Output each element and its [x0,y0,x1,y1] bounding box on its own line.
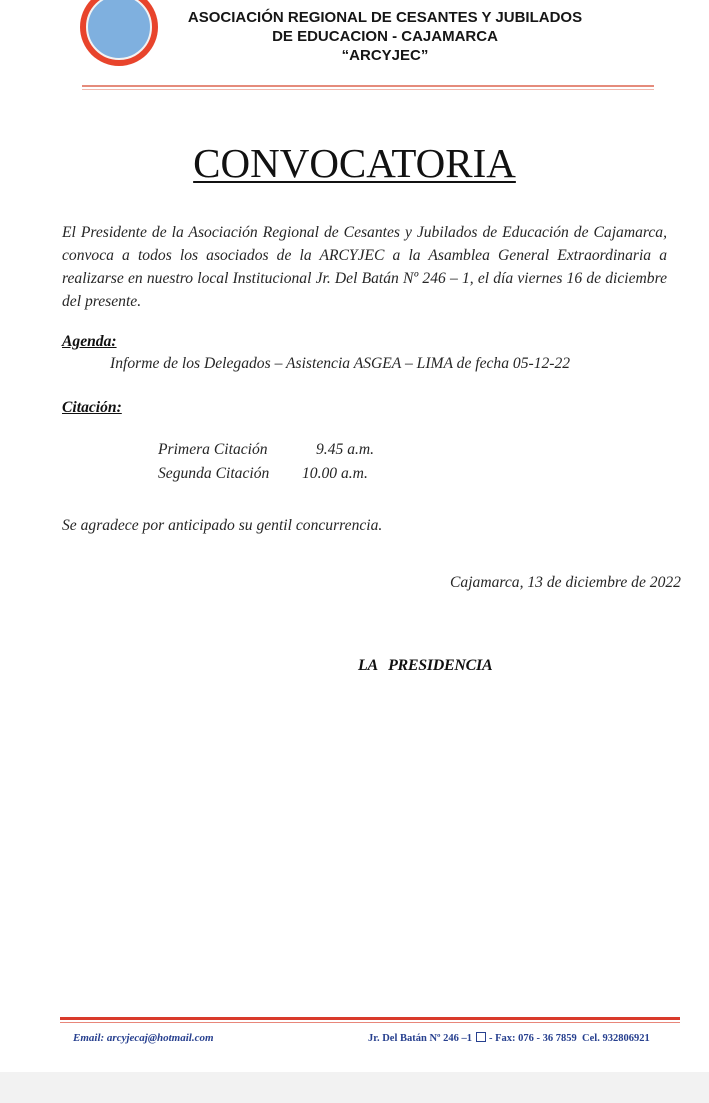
footer-contact [368,1032,650,1044]
footer-cel: Cel. 932806921 [582,1033,650,1044]
footer-divider [60,1017,680,1020]
date-place: Cajamarca, 13 de diciembre de 2022 [450,574,681,591]
footer-email: Email: arcyjecaj@hotmail.com [73,1032,214,1044]
page-title: CONVOCATORIA [193,140,516,186]
header-line-3: “ARCYJEC” [341,47,429,64]
header-line-2: DE EDUCACION - CAJAMARCA [272,28,498,45]
footer-divider-thin [60,1022,680,1023]
association-logo [80,0,158,66]
citation-second-label: Segunda Citación [158,465,270,482]
citation-first-time: 9.45 a.m. [316,441,375,458]
footer-address: Jr. Del Batán Nº 246 –1 [368,1033,472,1044]
header-line-1: ASOCIACIÓN REGIONAL DE CESANTES Y JUBILADOS [187,9,583,26]
signature-presidency: LA PRESIDENCIA [358,657,493,674]
header-divider-thin [82,89,654,90]
citation-second-time: 10.00 a.m. [302,465,368,482]
checkbox-square-icon [476,1032,486,1042]
agenda-label: Agenda: [62,333,117,350]
logo-emblem-icon [86,0,152,60]
footer-fax: - Fax: 076 - 36 7859 [489,1033,577,1044]
agenda-item: Informe de los Delegados – Asistencia ASGEA – LIMA de fecha 05-12-22 [110,355,571,372]
citacion-label: Citación: [62,399,122,416]
header-divider [82,85,654,87]
document-header [165,8,605,65]
thanks-line: Se agradece por anticipado su gentil concurrencia. [62,517,383,534]
body-paragraph: El Presidente de la Asociación Regional de Cesantes y Jubilados de Educación de Cajamarca, convoca a todos los asociados de la ARCYJEC a la Asamblea General Extraordinaria a realizarse en nuestro local Institucional Jr. Del Batán Nº 246 – 1, el día viernes 16 de diciembre del presente. [62,224,667,310]
page-bottom-margin [0,1072,709,1103]
citation-first-label: Primera Citación [158,441,268,458]
